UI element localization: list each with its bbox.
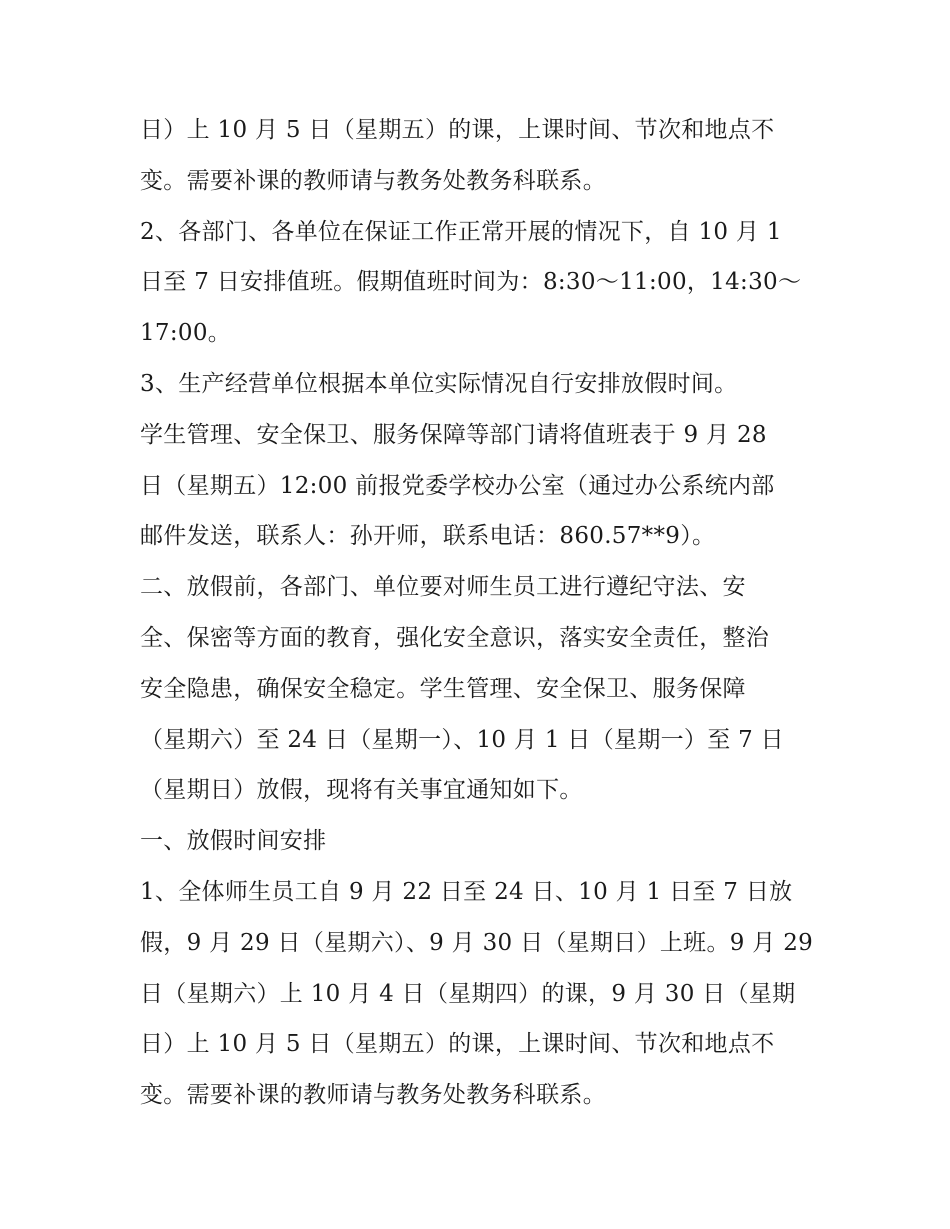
text-line-8: 日（星期五）12:00 前报党委学校办公室（通过办公系统内部	[140, 472, 775, 499]
text-line-10: 二、放假前，各部门、单位要对师生员工进行遵纪守法、安	[140, 574, 746, 601]
text-line-14: （星期日）放假，现将有关事宜通知如下。	[140, 777, 583, 804]
text-line-3: 2、各部门、各单位在保证工作正常开展的情况下，自 10 月 1	[140, 218, 782, 245]
text-line-20: 变。需要补课的教师请与教务处教务科联系。	[140, 1082, 606, 1109]
text-line-1: 日）上 10 月 5 日（星期五）的课，上课时间、节次和地点不	[140, 117, 775, 143]
text-line-18: 日（星期六）上 10 月 4 日（星期四）的课，9 月 30 日（星期	[140, 980, 796, 1007]
text-line-4: 日至 7 日安排值班。假期值班时间为：8:30～11:00，14:30～	[140, 269, 802, 296]
text-line-19: 日）上 10 月 5 日（星期五）的课，上课时间、节次和地点不	[140, 1031, 775, 1058]
text-line-12: 安全隐患，确保安全稳定。学生管理、安全保卫、服务保障	[140, 675, 746, 702]
text-line-11: 全、保密等方面的教育，强化安全意识，落实安全责任，整治	[140, 624, 770, 651]
text-line-6: 3、生产经营单位根据本单位实际情况自行安排放假时间。	[140, 370, 738, 397]
text-line-13: （星期六）至 24 日（星期一）、10 月 1 日（星期一）至 7 日	[140, 726, 784, 753]
text-line-9: 邮件发送，联系人：孙开师，联系电话：860.57**9）。	[140, 523, 716, 550]
text-line-2: 变。需要补课的教师请与教务处教务科联系。	[140, 167, 606, 194]
text-line-15: 一、放假时间安排	[140, 828, 327, 855]
text-line-16: 1、全体师生员工自 9 月 22 日至 24 日、10 月 1 日至 7 日放	[140, 878, 793, 905]
text-line-5: 17:00。	[140, 320, 232, 347]
text-line-7: 学生管理、安全保卫、服务保障等部门请将值班表于 9 月 28	[140, 421, 767, 448]
document-body	[140, 105, 820, 1121]
text-line-17: 假，9 月 29 日（星期六）、9 月 30 日（星期日）上班。9 月 29	[140, 929, 814, 956]
